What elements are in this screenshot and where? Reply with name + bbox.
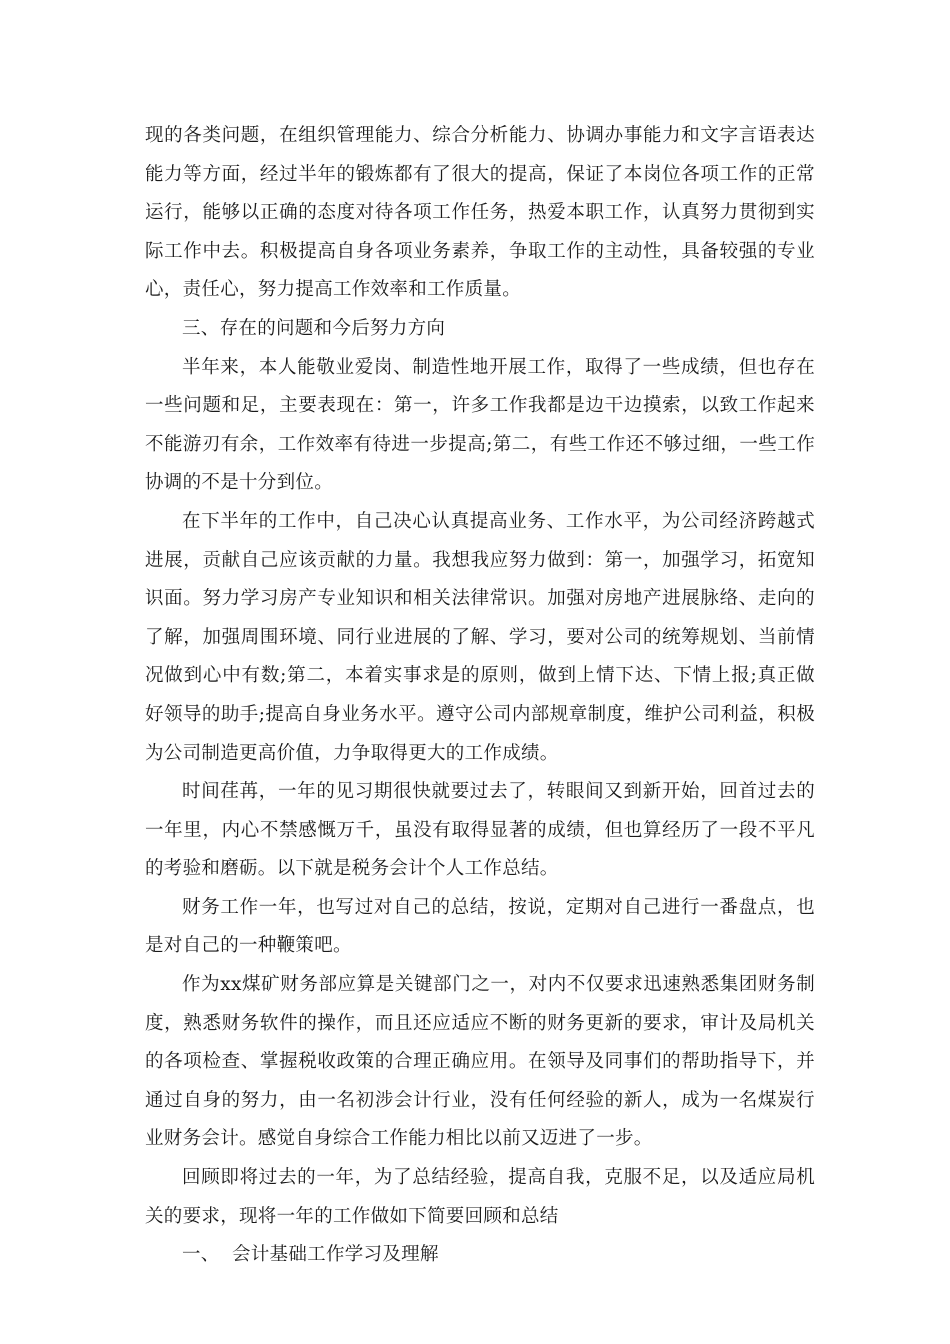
section-heading-accounting-basics: 一、 会计基础工作学习及理解 [182,1244,439,1266]
paragraph-problems: 半年来，本人能敬业爱岗、制造性地开展工作，取得了一些成绩，但也存在一些问题和足，主要表现在：第一，许多工作我都是边干边摸索，以致工作起来不能游刃有余，工作效率有待进一步提高;第二，有些工作还不够过细，一些工作协调的不是十分到位。 [145,356,815,494]
paragraph-finance-year: 财务工作一年，也写过对自己的总结，按说，定期对自己进行一番盘点，也是对自己的一种鞭策吧。 [145,896,815,957]
paragraph-continuation: 现的各类问题，在组织管理能力、综合分析能力、协调办事能力和文字言语表达能力等方面，经过半年的锻炼都有了很大的提高，保证了本岗位各项工作的正常运行，能够以正确的态度对待各项工作任务，热爱本职工作，认真努力贯彻到实际工作中去。积极提高自身各项业务素养，争取工作的主动性，具备较强的专业心，责任心，努力提高工作效率和工作质量。 [145,125,815,301]
paragraph-year-review: 回顾即将过去的一年，为了总结经验，提高自我，克服不足，以及适应局机关的要求，现将一年的工作做如下简要回顾和总结 [145,1167,815,1227]
paragraph-internship-review: 时间荏苒，一年的见习期很快就要过去了，转眼间又到新开始，回首过去的一年里，内心不禁感慨万千，虽没有取得显著的成绩，但也算经历了一段不平凡的考验和磨砺。以下就是税务会计个人工作总结。 [145,781,815,880]
document-body [145,117,815,1275]
paragraph-coal-mine-finance: 作为xx煤矿财务部应算是关键部门之一，对内不仅要求迅速熟悉集团财务制度，熟悉财务软件的操作，而且还应适应不断的财务更新的要求，审计及局机关的各项检查、掌握税收政策的合理正确应用。在领导及同事们的帮助指导下，并通过自身的努力，由一名初涉会计行业，没有任何经验的新人，成为一名煤炭行业财务会计。感觉自身综合工作能力相比以前又迈进了一步。 [145,974,815,1150]
section-heading-problems: 三、存在的问题和今后努力方向 [182,317,446,339]
paragraph-second-half-plan: 在下半年的工作中，自己决心认真提高业务、工作水平，为公司经济跨越式进展，贡献自己应该贡献的力量。我想我应努力做到：第一，加强学习，拓宽知识面。努力学习房产专业知识和相关法律常识。加强对房地产进展脉络、走向的了解，加强周围环境、同行业进展的了解、学习，要对公司的统筹规划、当前情况做到心中有数;第二，本着实事求是的原则，做到上情下达、下情上报;真正做好领导的助手;提高自身业务水平。遵守公司内部规章制度，维护公司利益，积极为公司制造更高价值，力争取得更大的工作成绩。 [145,510,815,764]
